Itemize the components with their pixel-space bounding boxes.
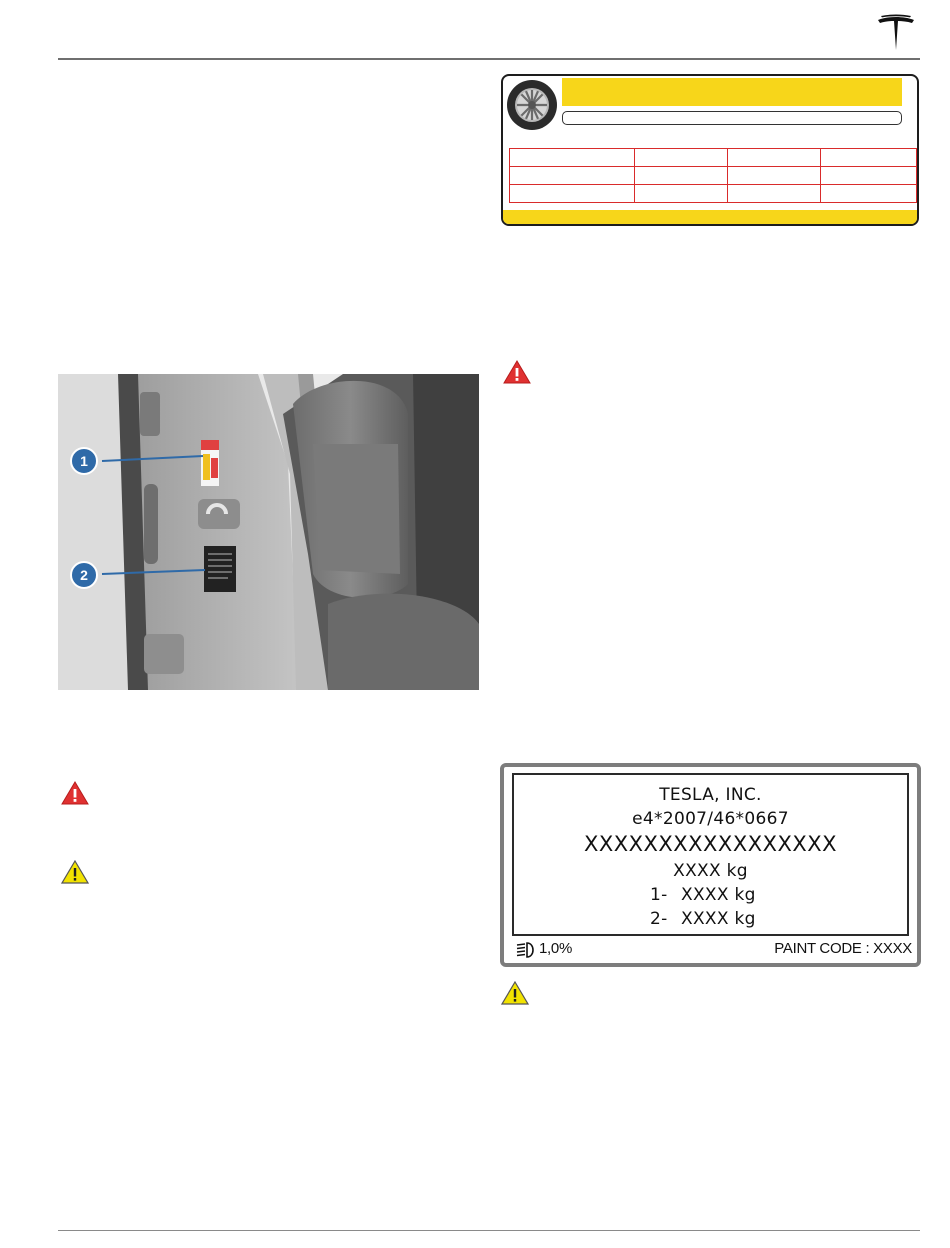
tesla-logo xyxy=(874,14,918,56)
plate-max-mass: XXXX kg xyxy=(673,861,748,881)
axle-mass: XXXX kg xyxy=(681,885,756,905)
plate-headlamp-aim: 1,0% xyxy=(539,940,572,957)
placard-tire-table xyxy=(509,148,917,203)
plate-axle-row xyxy=(514,909,907,931)
callout-marker-2 xyxy=(70,561,98,589)
axle-number: 1- xyxy=(650,885,668,905)
warning-icon xyxy=(503,360,531,384)
header-rule xyxy=(58,58,920,60)
table-row xyxy=(510,149,917,167)
table-row xyxy=(510,185,917,203)
footer-rule xyxy=(58,1230,920,1231)
axle-number: 2- xyxy=(650,909,668,929)
plate-paint-code: PAINT CODE : XXXX xyxy=(774,940,912,957)
placard-info-field xyxy=(562,111,902,125)
plate-vin: XXXXXXXXXXXXXXXXX xyxy=(583,832,838,856)
caution-icon xyxy=(501,981,529,1005)
caution-icon xyxy=(61,860,89,884)
vehicle-id-plate xyxy=(500,763,921,967)
plate-approval-number: e4*2007/46*0667 xyxy=(632,809,789,829)
headlamp-icon xyxy=(515,942,537,958)
plate-axle-row xyxy=(514,885,907,907)
door-pillar-illustration xyxy=(58,374,479,690)
callout-number: 2 xyxy=(80,567,88,583)
plate-data-panel xyxy=(512,773,909,936)
wheel-icon xyxy=(506,79,558,131)
tire-loading-placard xyxy=(501,74,919,226)
placard-footer-bar xyxy=(503,210,917,224)
table-row xyxy=(510,167,917,185)
plate-manufacturer: TESLA, INC. xyxy=(659,785,762,805)
door-pillar-photo xyxy=(58,374,479,690)
callout-marker-1 xyxy=(70,447,98,475)
placard-header-bar xyxy=(562,78,902,106)
callout-number: 1 xyxy=(80,453,88,469)
warning-icon xyxy=(61,781,89,805)
axle-mass: XXXX kg xyxy=(681,909,756,929)
